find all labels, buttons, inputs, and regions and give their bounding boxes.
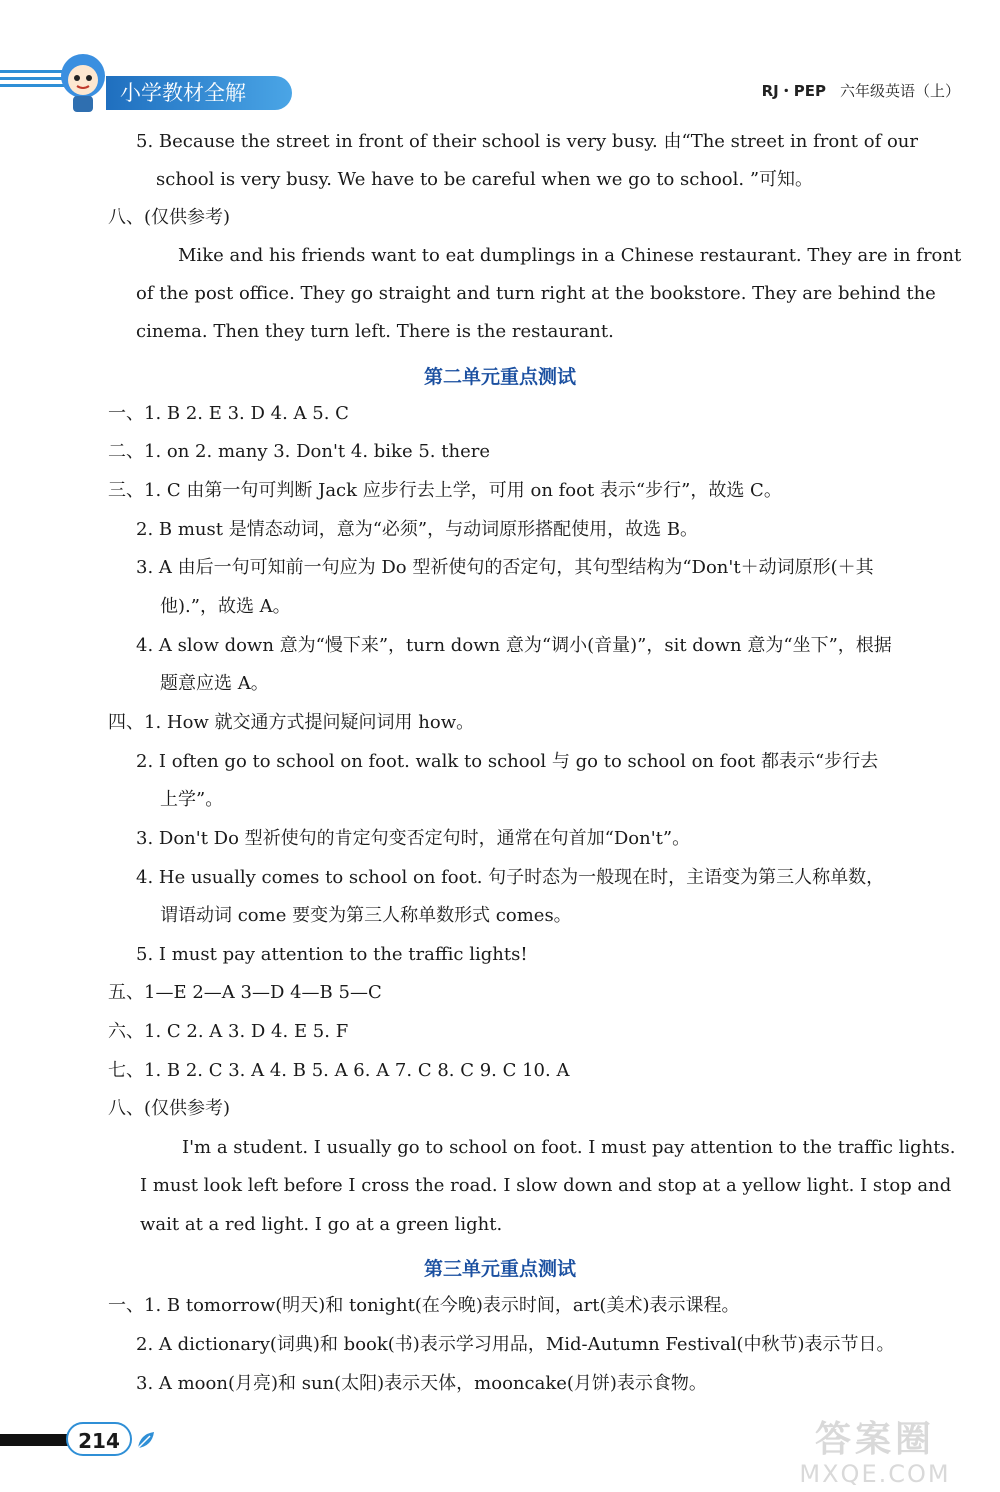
text-line: 2. B must 是情态动词，意为“必须”，与动词原形搭配使用，故选 B。: [136, 519, 699, 540]
text-line: 八、(仅供参考): [108, 1098, 231, 1119]
page-footer: [0, 1420, 1000, 1492]
text-line: wait at a red light. I go at a green light.: [140, 1214, 503, 1235]
text-line: 七、1. B 2. C 3. A 4. B 5. A 6. A 7. C 8. C 9. C 10. A: [108, 1060, 570, 1081]
watermark-text: 答案圈: [814, 1419, 935, 1460]
text-line: school is very busy. We have to be careful when we go to school. ”可知。: [156, 169, 814, 190]
text-line: 3. A 由后一句可知前一句应为 Do 型祈使句的否定句，其句型结构为“Don't＋动词原形(＋其: [136, 557, 874, 578]
edition-description: 六年级英语（上）: [839, 82, 960, 100]
text-line: 2. A dictionary(词典)和 book(书)表示学习用品，Mid-Autumn Festival(中秋节)表示节日。: [136, 1334, 895, 1355]
watermark-url: MXQE.COM: [799, 1460, 951, 1488]
page-number: 214: [66, 1422, 132, 1456]
text-line: 一、1. B 2. E 3. D 4. A 5. C: [108, 403, 349, 424]
leaf-icon: [134, 1428, 158, 1452]
book-title: 小学教材全解: [106, 76, 292, 110]
text-line: 八、(仅供参考): [108, 207, 231, 228]
text-line: Mike and his friends want to eat dumplings in a Chinese restaurant. They are in front: [178, 245, 962, 266]
text-line: 四、1. How 就交通方式提问疑问词用 how。: [108, 712, 475, 733]
section-title-unit-2: 第二单元重点测试: [423, 366, 576, 388]
text-line: 5. Because the street in front of their school is very busy. 由“The street in front of our: [136, 131, 918, 152]
text-line: 一、1. B tomorrow(明天)和 tonight(在今晚)表示时间，art(美术)表示课程。: [108, 1295, 740, 1316]
text-line: 六、1. C 2. A 3. D 4. E 5. F: [108, 1021, 349, 1042]
edition-code: RJ・PEP: [761, 82, 826, 100]
text-line: 3. A moon(月亮)和 sun(太阳)表示天体，mooncake(月饼)表示食物。: [136, 1373, 707, 1394]
edition-info: [762, 80, 960, 101]
text-line: of the post office. They go straight and turn right at the bookstore. They are behind the: [136, 283, 936, 304]
section-title-unit-3: 第三单元重点测试: [423, 1258, 576, 1280]
page-header: [0, 0, 1000, 120]
text-line: 题意应选 A。: [160, 673, 269, 694]
text-line: 5. I must pay attention to the traffic lights!: [136, 944, 528, 965]
text-line: 2. I often go to school on foot. walk to school 与 go to school on foot 都表示“步行去: [136, 751, 879, 772]
text-line: 上学”。: [160, 789, 224, 810]
text-line: I'm a student. I usually go to school on foot. I must pay attention to the traffic lights.: [182, 1137, 956, 1158]
text-line: 三、1. C 由第一句可判断 Jack 应步行去上学，可用 on foot 表示“步行”，故选 C。: [108, 480, 782, 501]
text-line: 4. A slow down 意为“慢下来”，turn down 意为“调小(音量)”，sit down 意为“坐下”，根据: [136, 635, 892, 656]
text-line: 五、1—E 2—A 3—D 4—B 5—C: [108, 982, 382, 1003]
text-line: 3. Don't Do 型祈使句的肯定句变否定句时，通常在句首加“Don't”。: [136, 828, 691, 849]
text-line: I must look left before I cross the road. I slow down and stop at a yellow light. I stop and: [140, 1175, 952, 1196]
footer-bar: [0, 1434, 72, 1446]
text-line: 他).”，故选 A。: [160, 596, 291, 617]
text-line: 谓语动词 come 要变为第三人称单数形式 comes。: [160, 905, 572, 926]
text-line: 4. He usually comes to school on foot. 句子时态为一般现在时，主语变为第三人称单数，: [136, 867, 885, 888]
text-line: cinema. Then they turn left. There is the restaurant.: [136, 321, 614, 342]
text-line: 二、1. on 2. many 3. Don't 4. bike 5. there: [108, 441, 490, 462]
watermark: [780, 1420, 970, 1490]
